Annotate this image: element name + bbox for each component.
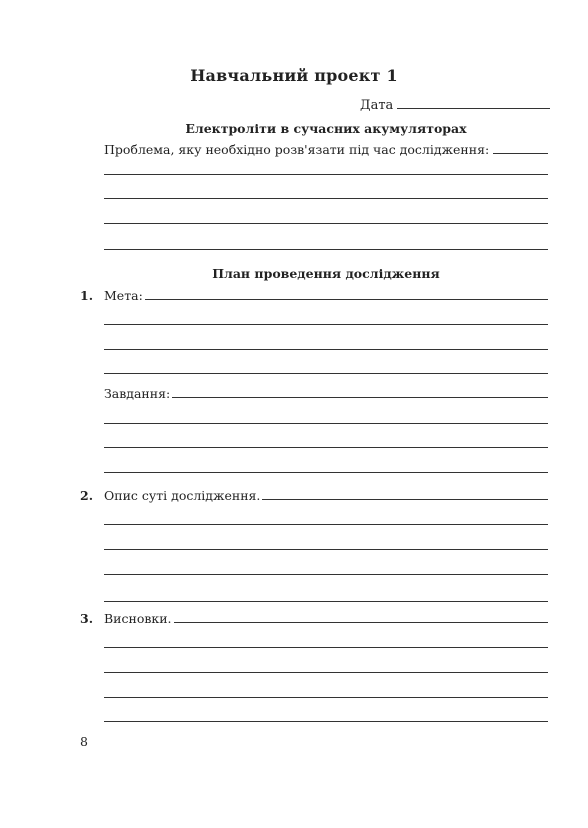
page-number: 8 (80, 734, 88, 749)
plan-title: План проведення дослідження (212, 266, 440, 281)
description-answer-line[interactable] (104, 524, 548, 525)
problem-answer-line[interactable] (104, 174, 548, 175)
description-field[interactable] (262, 488, 548, 500)
section-number: 3. (80, 611, 94, 626)
goal-field[interactable] (145, 288, 548, 300)
date-row (360, 96, 550, 113)
problem-field[interactable] (493, 142, 548, 154)
problem-answer-line[interactable] (104, 198, 548, 199)
project-subtitle: Електроліти в сучасних акумуляторах (185, 121, 467, 136)
tasks-row (104, 386, 548, 401)
tasks-answer-line[interactable] (104, 447, 548, 448)
goal-label: Мета: (104, 288, 143, 303)
problem-answer-line[interactable] (104, 249, 548, 250)
date-label: Дата (360, 98, 394, 113)
description-label: Опис суті дослідження. (104, 488, 261, 503)
problem-row (104, 142, 548, 157)
conclusions-label: Висновки. (104, 611, 172, 626)
conclusions-answer-line[interactable] (104, 672, 548, 673)
conclusions-answer-line[interactable] (104, 647, 548, 648)
goal-answer-line[interactable] (104, 324, 548, 325)
section-number: 2. (80, 488, 94, 503)
conclusions-answer-line[interactable] (104, 721, 548, 722)
problem-label: Проблема, яку необхідно розв'язати під час дослідження: (104, 142, 490, 157)
description-answer-line[interactable] (104, 574, 548, 575)
page-title: Навчальний проект 1 (190, 66, 398, 85)
goal-answer-line[interactable] (104, 373, 548, 374)
description-row (80, 488, 548, 503)
section-number: 1. (80, 288, 94, 303)
goal-row (80, 288, 548, 303)
conclusions-answer-line[interactable] (104, 697, 548, 698)
description-answer-line[interactable] (104, 549, 548, 550)
tasks-answer-line[interactable] (104, 472, 548, 473)
tasks-label: Завдання: (104, 386, 171, 401)
conclusions-field[interactable] (174, 611, 548, 623)
tasks-field[interactable] (172, 386, 548, 398)
date-field[interactable] (397, 96, 550, 109)
conclusions-row (80, 611, 548, 626)
description-answer-line[interactable] (104, 601, 548, 602)
problem-answer-line[interactable] (104, 223, 548, 224)
goal-answer-line[interactable] (104, 349, 548, 350)
tasks-answer-line[interactable] (104, 423, 548, 424)
